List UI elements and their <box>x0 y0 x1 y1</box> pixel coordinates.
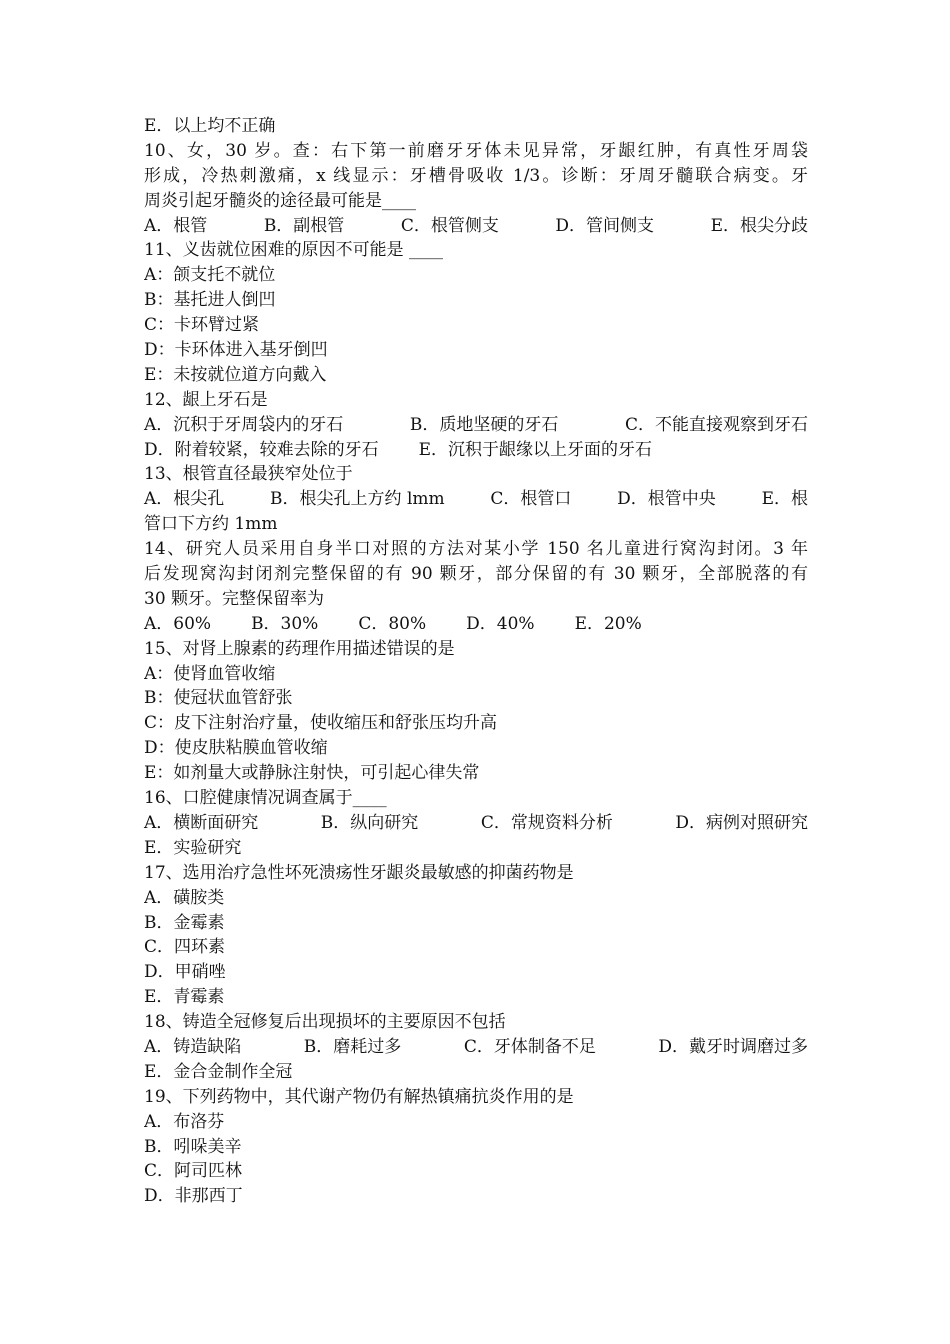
question-12-stem: 12、龈上牙石是 <box>144 389 268 410</box>
option-b: B．根尖孔上方约 lmm <box>270 489 445 510</box>
option-e: E．根尖分歧 <box>710 215 808 236</box>
option-d: D．40% <box>466 613 535 634</box>
option-d: D．附着较紧，较难去除的牙石 <box>144 439 379 460</box>
option-b: B．纵向研究 <box>320 812 419 833</box>
question-16-options <box>144 811 808 836</box>
option-line: E：未按就位道方向戴入 <box>144 364 327 385</box>
option-d: D．病例对照研究 <box>675 812 808 833</box>
option-line: D．非那西丁 <box>144 1186 243 1207</box>
option-line: E．金合金制作全冠 <box>144 1061 293 1082</box>
option-a: A．沉积于牙周袋内的牙石 <box>144 414 344 435</box>
option-line: E．以上均不正确 <box>144 116 276 136</box>
question-11-stem: 11、义齿就位困难的原因不可能是 ____ <box>144 240 444 261</box>
option-line: B：使冠状血管舒张 <box>144 688 293 709</box>
question-15-stem: 15、对肾上腺素的药理作用描述错误的是 <box>144 638 455 659</box>
question-12-options-row-2 <box>144 438 808 463</box>
question-14-stem-line-3: 30 颗牙。完整保留率为 <box>144 588 325 609</box>
question-14-stem-line-2: 后发现窝沟封闭剂完整保留的有 90 颗牙，部分保留的有 30 颗牙，全部脱落的有 <box>144 564 808 585</box>
option-c: C．牙体制备不足 <box>463 1036 596 1057</box>
option-e: E．根 <box>761 489 808 510</box>
option-line: A．磺胺类 <box>144 887 225 908</box>
option-line: D：使皮肤粘膜血管收缩 <box>144 738 328 759</box>
question-17-stem: 17、选用治疗急性坏死溃疡性牙龈炎最敏感的抑菌药物是 <box>144 862 574 883</box>
question-13-options <box>144 487 808 512</box>
question-10-stem-line-1: 10、女，30 岁。查：右下第一前磨牙牙体未见异常，牙龈红肿，有真性牙周袋 <box>144 140 808 161</box>
question-14-options <box>144 612 808 637</box>
option-line: B．吲哚美辛 <box>144 1136 242 1157</box>
question-text-block <box>144 114 808 1209</box>
question-19-stem: 19、下列药物中，其代谢产物仍有解热镇痛抗炎作用的是 <box>144 1086 574 1107</box>
question-18-options <box>144 1035 808 1060</box>
option-line: B：基托进人倒凹 <box>144 290 276 311</box>
option-line: E：如剂量大或静脉注射快，可引起心律失常 <box>144 763 480 784</box>
option-c: C．常规资料分析 <box>480 812 613 833</box>
option-c: C．80% <box>358 613 427 634</box>
option-d: D．管间侧支 <box>555 215 655 236</box>
question-13-stem: 13、根管直径最狭窄处位于 <box>144 464 353 485</box>
question-16-stem: 16、口腔健康情况调查属于____ <box>144 788 387 809</box>
question-18-stem: 18、铸造全冠修复后出现损坏的主要原因不包括 <box>144 1012 506 1033</box>
option-line: B．金霉素 <box>144 912 225 933</box>
question-10-stem-line-3: 周炎引起牙髓炎的途径最可能是____ <box>144 190 416 211</box>
option-line: E．青霉素 <box>144 987 225 1008</box>
option-b: B．质地坚硬的牙石 <box>409 414 559 435</box>
option-a: A．根管 <box>144 215 208 236</box>
option-d: D．戴牙时调磨过多 <box>658 1036 808 1057</box>
option-line: C：卡环臂过紧 <box>144 315 260 336</box>
option-a: A．60% <box>144 613 212 634</box>
option-line: E．实验研究 <box>144 837 242 858</box>
option-line: C：皮下注射治疗量，使收缩压和舒张压均升高 <box>144 713 498 734</box>
option-line: A：颌支托不就位 <box>144 265 276 286</box>
question-12-options-row-1 <box>144 413 808 438</box>
option-line: A：使肾血管收缩 <box>144 663 276 684</box>
option-b: B．30% <box>251 613 319 634</box>
option-a: A．横断面研究 <box>144 812 259 833</box>
question-13-option-continuation: 管口下方约 1mm <box>144 514 278 535</box>
option-e: E．沉积于龈缘以上牙面的牙石 <box>418 439 653 460</box>
option-line: C．四环素 <box>144 937 226 958</box>
option-b: B．副根管 <box>263 215 345 236</box>
option-d: D．根管中央 <box>617 489 716 510</box>
question-14-stem-line-1: 14、研究人员采用自身半口对照的方法对某小学 150 名儿童进行窝沟封闭。3 年 <box>144 539 808 560</box>
option-c: C．根管口 <box>490 489 572 510</box>
option-line: D．甲硝唑 <box>144 962 226 983</box>
option-a: A．根尖孔 <box>144 489 225 510</box>
option-line: A．布洛芬 <box>144 1111 225 1132</box>
option-e: E．20% <box>574 613 642 634</box>
option-c: C．不能直接观察到牙石 <box>624 414 808 435</box>
option-a: A．铸造缺陷 <box>144 1036 242 1057</box>
option-line: D：卡环体进入基牙倒凹 <box>144 340 328 361</box>
option-b: B．磨耗过多 <box>303 1036 402 1057</box>
question-10-options <box>144 214 808 239</box>
option-c: C．根管侧支 <box>400 215 499 236</box>
option-line: C．阿司匹林 <box>144 1161 243 1182</box>
question-10-stem-line-2: 形成，冷热刺激痛，x 线显示：牙槽骨吸收 1/3。诊断：牙周牙髓联合病变。牙 <box>144 165 808 186</box>
